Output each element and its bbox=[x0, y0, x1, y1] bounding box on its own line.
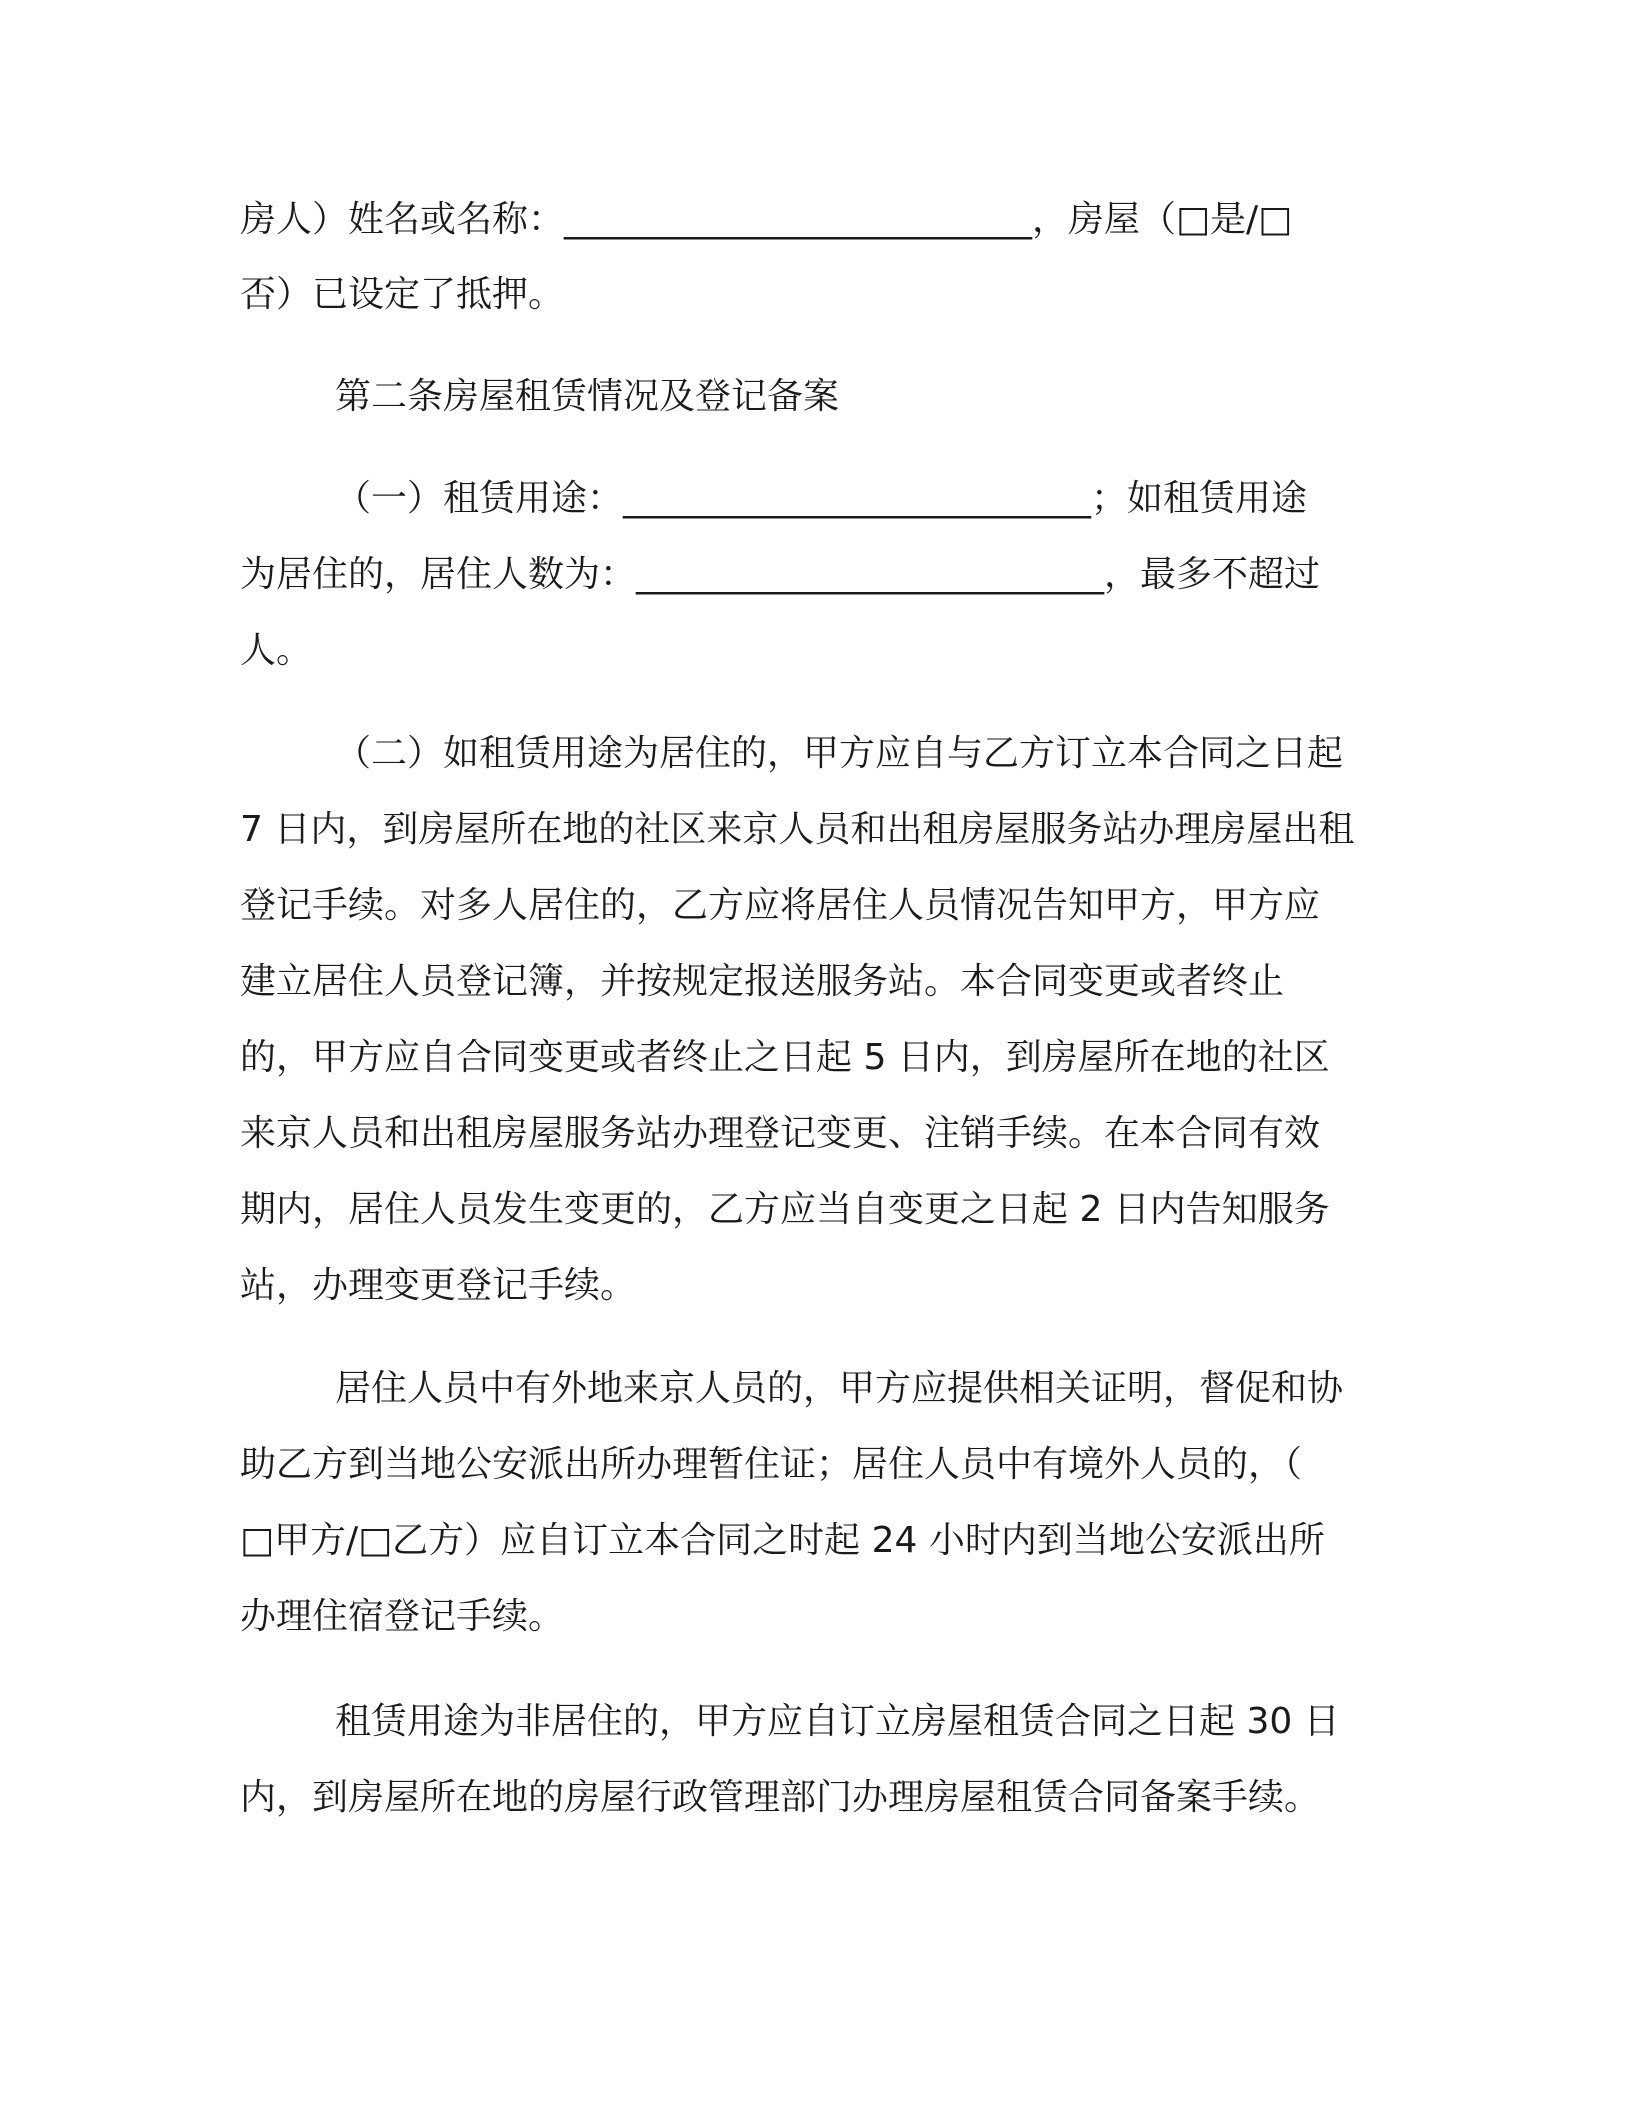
text-line: 内，到房屋所在地的房屋行政管理部门办理房屋租赁合同备案手续。 bbox=[240, 1777, 1321, 1818]
text-line: 期内，居住人员发生变更的，乙方应当自变更之日起 2 日内告知服务 bbox=[240, 1189, 1330, 1230]
text-line: （二）如租赁用途为居住的，甲方应自与乙方订立本合同之日起 bbox=[335, 733, 1344, 774]
text-line: 助乙方到当地公安派出所办理暂住证；居住人员中有境外人员的，（ bbox=[240, 1444, 1303, 1485]
section-heading: 第二条房屋租赁情况及登记备案 bbox=[335, 376, 840, 417]
text-line: 居住人员中有外地来京人员的，甲方应提供相关证明，督促和协 bbox=[335, 1368, 1344, 1409]
text-line: 站，办理变更登记手续。 bbox=[240, 1265, 637, 1306]
text-line: □甲方/□乙方）应自订立本合同之时起 24 小时内到当地公安派出所 bbox=[240, 1520, 1325, 1561]
text-line: 否）已设定了抵押。 bbox=[240, 274, 565, 315]
text-line: （一）租赁用途：__________________________；如租赁用途 bbox=[335, 478, 1308, 519]
text-line: 人。 bbox=[240, 630, 313, 671]
text-line: 7 日内，到房屋所在地的社区来京人员和出租房屋服务站办理房屋出租 bbox=[240, 809, 1355, 850]
text-line: 登记手续。对多人居住的，乙方应将居住人员情况告知甲方，甲方应 bbox=[240, 885, 1321, 926]
text-line: 房人）姓名或名称：__________________________，房屋（□是/□ bbox=[240, 199, 1293, 240]
text-line: 来京人员和出租房屋服务站办理登记变更、注销手续。在本合同有效 bbox=[240, 1113, 1321, 1154]
text-line: 办理住宿登记手续。 bbox=[240, 1596, 565, 1637]
text-line: 建立居住人员登记簿，并按规定报送服务站。本合同变更或者终止 bbox=[240, 961, 1285, 1002]
text-line: 为居住的，居住人数为：__________________________，最多不超过 bbox=[240, 554, 1321, 595]
text-line: 的，甲方应自合同变更或者终止之日起 5 日内，到房屋所在地的社区 bbox=[240, 1037, 1330, 1078]
text-line: 租赁用途为非居住的，甲方应自订立房屋租赁合同之日起 30 日 bbox=[335, 1701, 1340, 1742]
